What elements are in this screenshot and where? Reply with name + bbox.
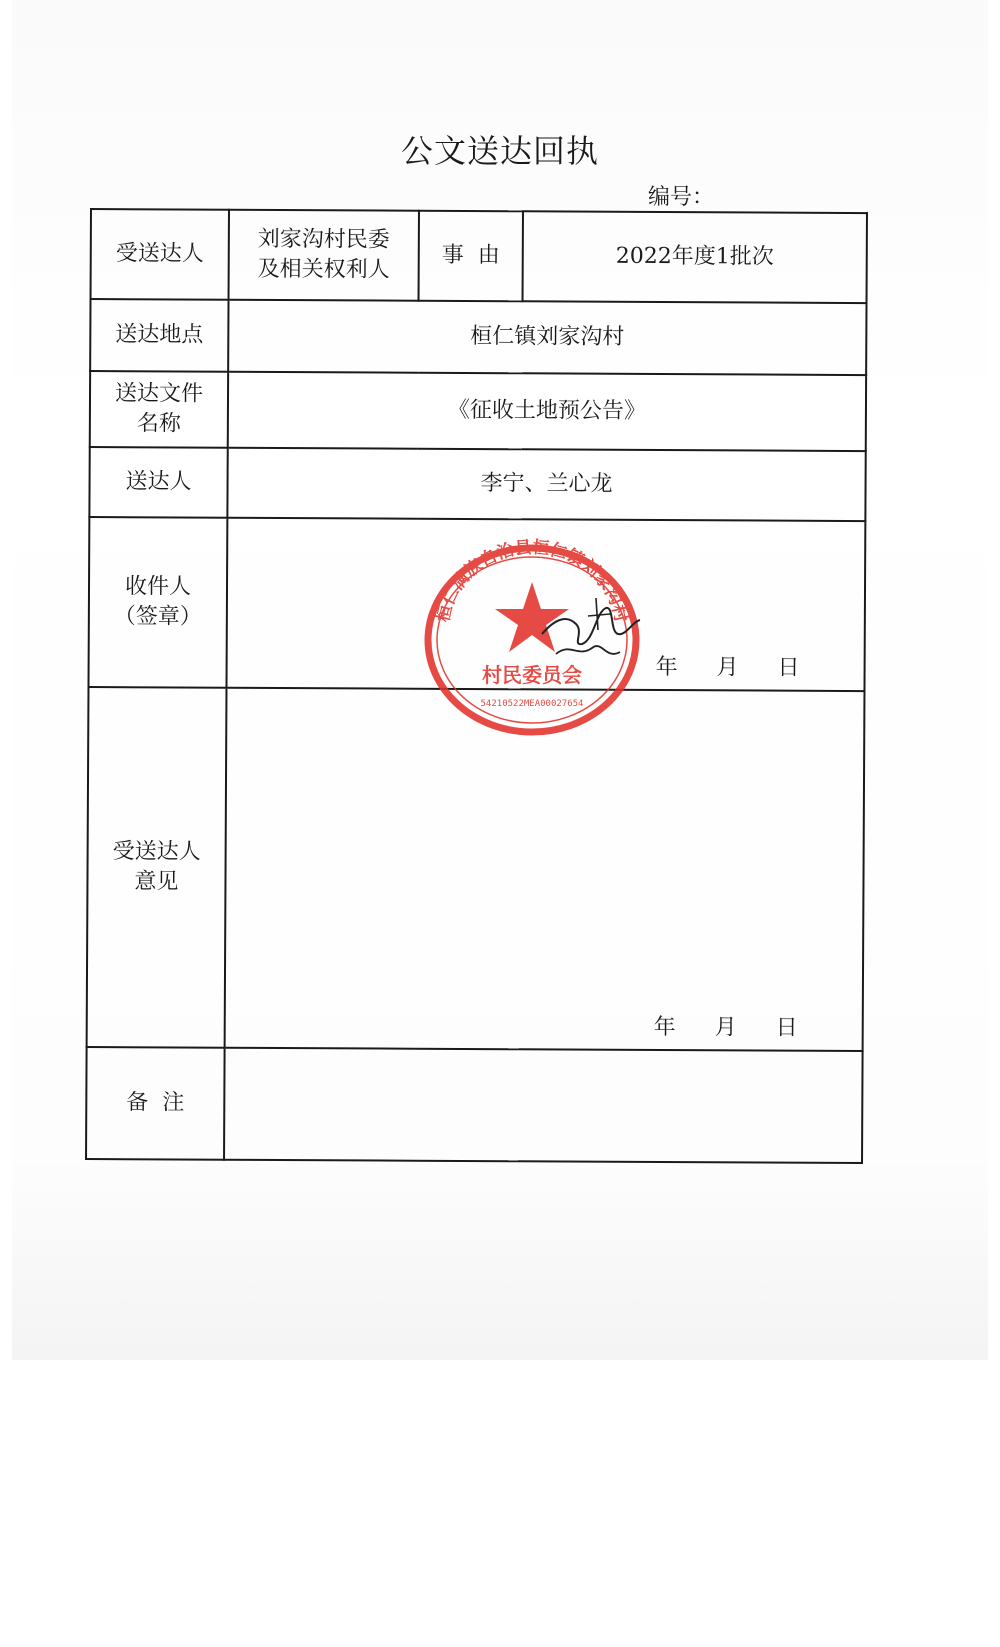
- opinion-label: 受送达人 意见: [87, 687, 227, 1048]
- reason-label: 事 由: [419, 211, 523, 302]
- document-title: 公文送达回执: [400, 132, 599, 170]
- opinion-cell: [225, 688, 865, 1051]
- receiver-signature-row: [88, 517, 865, 691]
- place-row: [90, 299, 866, 375]
- receiver-label: 收件人 （签章）: [88, 517, 227, 688]
- sender-row: [89, 447, 865, 521]
- receiver-date: 年 月 日: [655, 654, 800, 681]
- seal-bottom-text: 村民委员会: [482, 663, 582, 687]
- document-name-row: [90, 371, 866, 451]
- seal-arc-text: 桓仁满族自治县桓仁镇刘家沟村: [433, 537, 631, 625]
- remarks-label: 备 注: [86, 1047, 225, 1160]
- document-name-value: 《征收土地预公告》: [228, 372, 866, 451]
- remarks-row: [86, 1047, 863, 1163]
- recipient-label: 受送达人: [91, 209, 229, 300]
- receiver-signature-cell: [226, 518, 865, 691]
- serial-number-label: 编号：: [648, 185, 715, 210]
- recipient-row: [91, 209, 867, 303]
- opinion-date: 年 月 日: [653, 1014, 798, 1041]
- sender-label: 送达人: [89, 447, 227, 518]
- recipient-value: 刘家沟村民委 及相关权利人: [229, 210, 419, 301]
- place-value: 桓仁镇刘家沟村: [228, 300, 866, 375]
- seal-code-text: 54210522MEA00027654: [480, 699, 584, 709]
- delivery-receipt-table: [85, 208, 868, 1164]
- sender-value: 李宁、兰心龙: [227, 448, 865, 521]
- place-label: 送达地点: [90, 299, 228, 372]
- reason-value: 2022年度1批次: [523, 211, 867, 303]
- remarks-cell: [224, 1048, 863, 1163]
- opinion-row: [87, 687, 865, 1051]
- document-name-label: 送达文件 名称: [90, 371, 228, 448]
